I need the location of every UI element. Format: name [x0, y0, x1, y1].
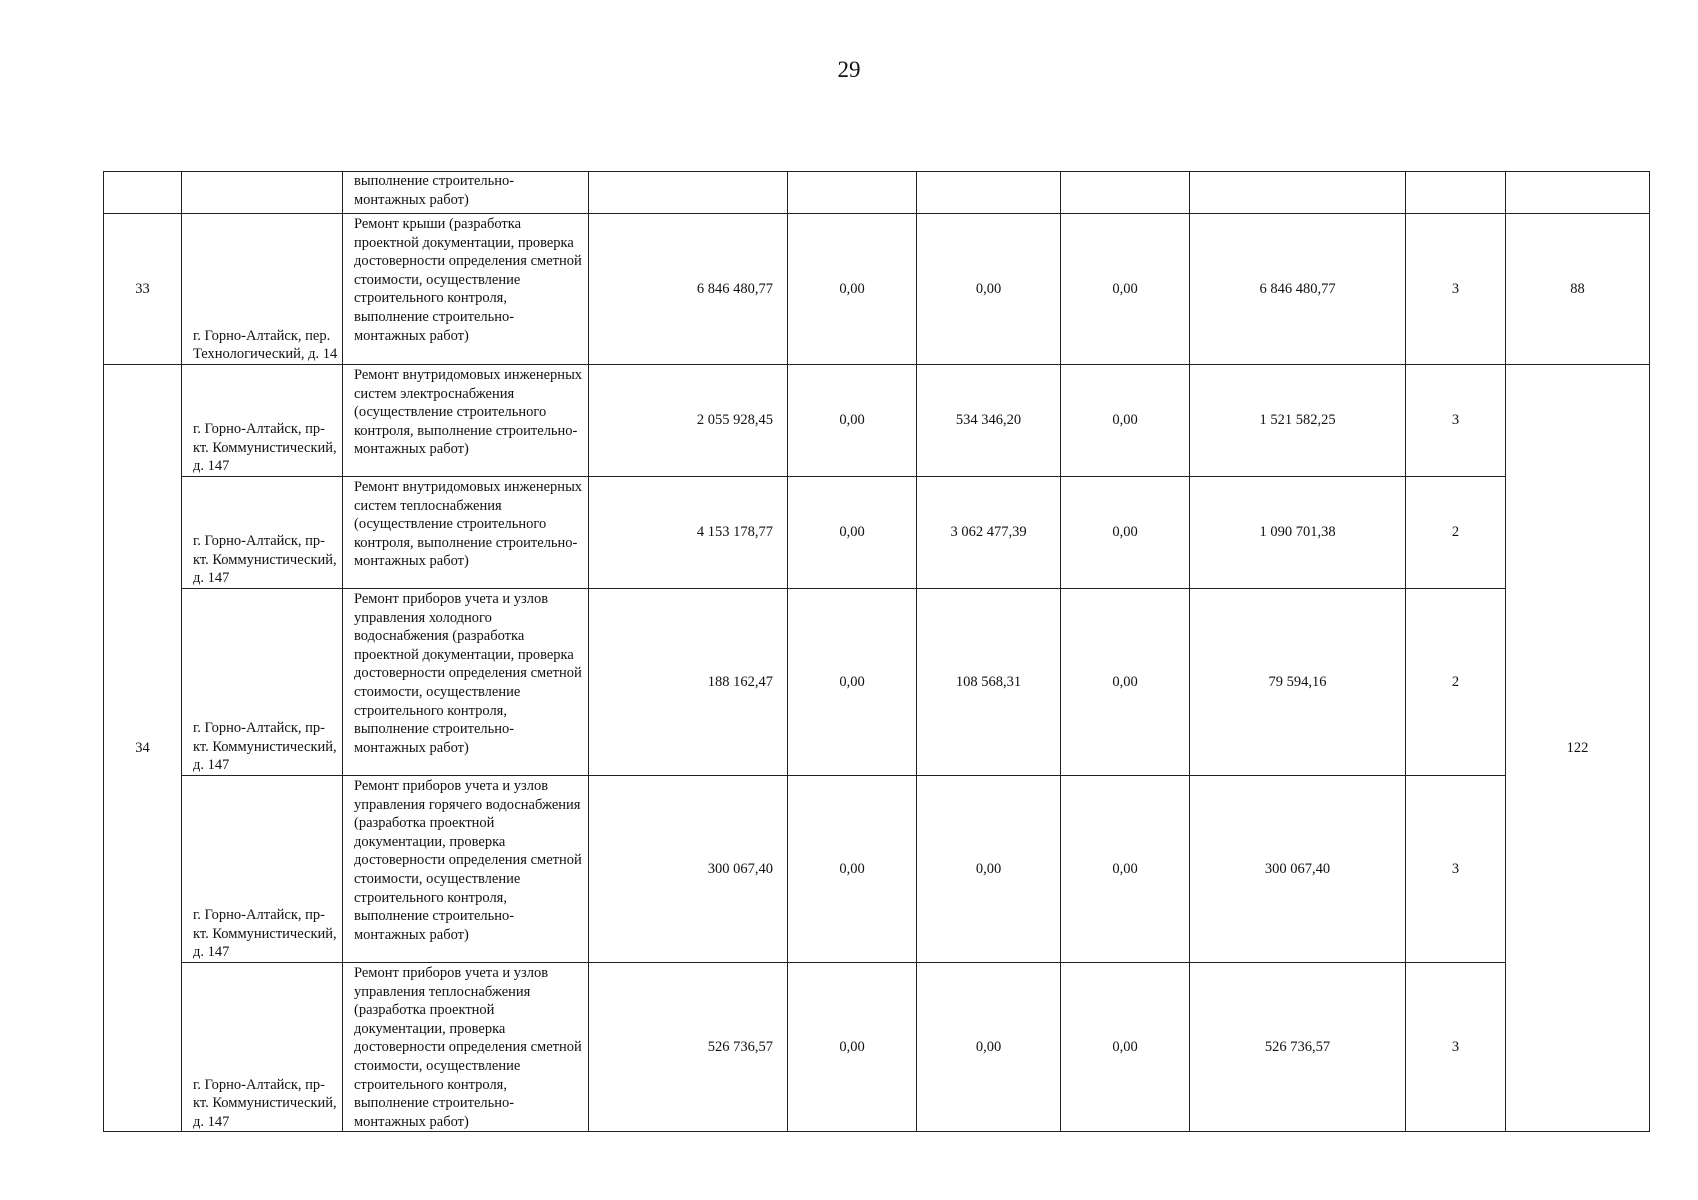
work-description: выполнение строительно-монтажных работ) — [343, 172, 589, 214]
total-cost: 6 846 480,77 — [589, 214, 788, 365]
fund-1: 0,00 — [788, 477, 917, 589]
table-cell — [589, 172, 788, 214]
fund-4: 6 846 480,77 — [1190, 214, 1406, 365]
fund-2: 0,00 — [917, 214, 1061, 365]
repair-program-table — [103, 171, 1650, 1132]
fund-3: 0,00 — [1061, 776, 1190, 963]
address: г. Горно-Алтайск, пр-кт. Коммунистический, д. 147 — [182, 963, 343, 1132]
fund-1: 0,00 — [788, 776, 917, 963]
fund-4: 79 594,16 — [1190, 589, 1406, 776]
month: 3 — [1406, 365, 1506, 477]
month: 2 — [1406, 477, 1506, 589]
table-cell — [1406, 172, 1506, 214]
table-row — [104, 214, 1650, 365]
fund-4: 300 067,40 — [1190, 776, 1406, 963]
fund-2: 108 568,31 — [917, 589, 1061, 776]
fund-4: 1 521 582,25 — [1190, 365, 1406, 477]
table-row — [104, 477, 1650, 589]
table-cell — [104, 172, 182, 214]
table-cell — [917, 172, 1061, 214]
fund-1: 0,00 — [788, 963, 917, 1132]
address: г. Горно-Алтайск, пр-кт. Коммунистический, д. 147 — [182, 589, 343, 776]
fund-3: 0,00 — [1061, 477, 1190, 589]
address: г. Горно-Алтайск, пер. Технологический, д. 14 — [182, 214, 343, 365]
work-description: Ремонт приборов учета и узлов управления горячего водоснабжения (разработка проектной документации, проверка достоверности определения сметной стоимости, осуществление строительного контроля, выполнение строительно-монтажных работ) — [343, 776, 589, 963]
fund-4: 526 736,57 — [1190, 963, 1406, 1132]
fund-3: 0,00 — [1061, 963, 1190, 1132]
count: 122 — [1506, 365, 1650, 1132]
fund-3: 0,00 — [1061, 365, 1190, 477]
fund-3: 0,00 — [1061, 589, 1190, 776]
month: 3 — [1406, 214, 1506, 365]
work-description: Ремонт внутридомовых инженерных систем теплоснабжения (осуществление строительного контроля, выполнение строительно-монтажных работ) — [343, 477, 589, 589]
row-number: 33 — [104, 214, 182, 365]
fund-1: 0,00 — [788, 589, 917, 776]
fund-2: 0,00 — [917, 963, 1061, 1132]
fund-4: 1 090 701,38 — [1190, 477, 1406, 589]
table-row — [104, 776, 1650, 963]
row-number: 34 — [104, 365, 182, 1132]
total-cost: 188 162,47 — [589, 589, 788, 776]
address: г. Горно-Алтайск, пр-кт. Коммунистический, д. 147 — [182, 477, 343, 589]
month: 3 — [1406, 776, 1506, 963]
count: 88 — [1506, 214, 1650, 365]
address: г. Горно-Алтайск, пр-кт. Коммунистический, д. 147 — [182, 365, 343, 477]
fund-2: 534 346,20 — [917, 365, 1061, 477]
fund-1: 0,00 — [788, 365, 917, 477]
table-cell — [1061, 172, 1190, 214]
table-row-carryover — [104, 172, 1650, 214]
fund-3: 0,00 — [1061, 214, 1190, 365]
table-cell — [182, 172, 343, 214]
table-row — [104, 365, 1650, 477]
total-cost: 4 153 178,77 — [589, 477, 788, 589]
table-cell — [788, 172, 917, 214]
fund-2: 3 062 477,39 — [917, 477, 1061, 589]
work-description: Ремонт приборов учета и узлов управления холодного водоснабжения (разработка проектной документации, проверка достоверности определения сметной стоимости, осуществление строительного контроля, выполнение строительно-монтажных работ) — [343, 589, 589, 776]
work-description: Ремонт крыши (разработка проектной документации, проверка достоверности определения сметной стоимости, осуществление строительного контроля, выполнение строительно-монтажных работ) — [343, 214, 589, 365]
month: 3 — [1406, 963, 1506, 1132]
table-cell — [1190, 172, 1406, 214]
work-description: Ремонт внутридомовых инженерных систем электроснабжения (осуществление строительного контроля, выполнение строительно-монтажных работ) — [343, 365, 589, 477]
page-number: 29 — [837, 57, 861, 82]
total-cost: 526 736,57 — [589, 963, 788, 1132]
work-description: Ремонт приборов учета и узлов управления теплоснабжения (разработка проектной документации, проверка достоверности определения сметной стоимости, осуществление строительного контроля, выполнение строительно-монтажных работ) — [343, 963, 589, 1132]
month: 2 — [1406, 589, 1506, 776]
table-row — [104, 963, 1650, 1132]
table-cell — [1506, 172, 1650, 214]
total-cost: 2 055 928,45 — [589, 365, 788, 477]
total-cost: 300 067,40 — [589, 776, 788, 963]
fund-2: 0,00 — [917, 776, 1061, 963]
fund-1: 0,00 — [788, 214, 917, 365]
table-row — [104, 589, 1650, 776]
address: г. Горно-Алтайск, пр-кт. Коммунистический, д. 147 — [182, 776, 343, 963]
